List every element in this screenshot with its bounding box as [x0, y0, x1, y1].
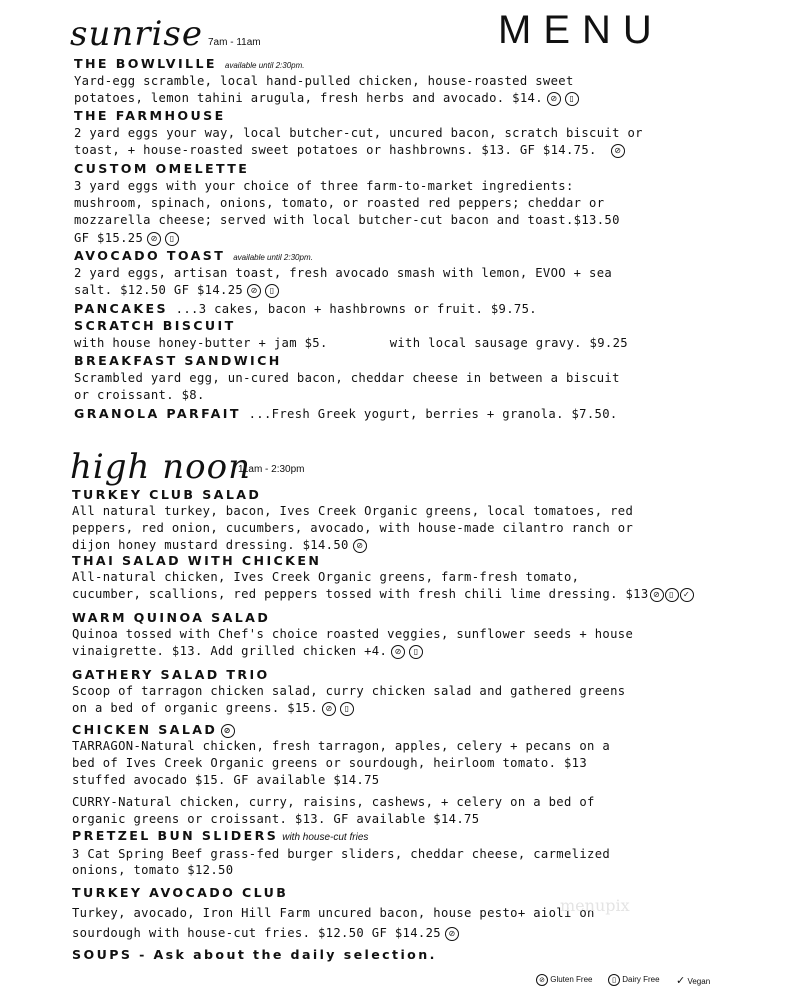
item-avocado-club-desc: sourdough with house-cut fries. $12.50 GF $14.25 ⊘: [72, 925, 459, 942]
item-chicken-salad-name: CHICKEN SALAD ⊘: [72, 721, 235, 738]
dairy-free-icon: ▯: [340, 702, 354, 716]
item-bowlville-desc: potatoes, lemon tahini arugula, fresh herbs and avocado. $14. ⊘ ▯: [74, 90, 579, 107]
item-turkey-club-desc: All natural turkey, bacon, Ives Creek Organic greens, local tomatoes, red: [72, 504, 634, 518]
item-sliders-name: PRETZEL BUN SLIDERS with house-cut fries: [72, 828, 369, 843]
item-farmhouse-name: THE FARMHOUSE: [74, 108, 226, 123]
menu-title: MENU: [498, 8, 664, 52]
item-thai-desc: cucumber, scallions, red peppers tossed with fresh chili lime dressing. $13 ⊘ ▯ ✓: [72, 586, 694, 603]
gluten-free-icon: ⊘: [611, 144, 625, 158]
legend-vegan: ✓ Vegan: [676, 975, 711, 987]
item-bowlville-name: [74, 55, 305, 74]
availability-note: available until 2:30pm.: [224, 61, 305, 70]
item-name: THE BOWLVILLE: [74, 56, 217, 71]
gluten-free-icon: ⊘: [353, 539, 367, 553]
item-sandwich-desc: or croissant. $8.: [74, 388, 205, 402]
availability-note: available until 2:30pm.: [233, 253, 313, 262]
item-trio-desc: on a bed of organic greens. $15. ⊘ ▯: [72, 700, 354, 717]
item-omelette-desc: mozzarella cheese; served with local butcher-cut bacon and toast.$13.50: [74, 213, 620, 227]
item-sliders-desc: onions, tomato $12.50: [72, 863, 234, 877]
item-desc: ...Fresh Greek yogurt, berries + granola. $7.50.: [248, 407, 618, 421]
item-desc: ...3 cakes, bacon + hashbrowns or fruit. $9.75.: [175, 302, 537, 316]
section-sunrise-title: sunrise: [70, 14, 203, 54]
item-chicken-salad-desc: bed of Ives Creek Organic greens or sourdough, heirloom tomato. $13: [72, 756, 588, 770]
item-turkey-club-name: TURKEY CLUB SALAD: [72, 487, 262, 502]
item-biscuit-name: SCRATCH BISCUIT: [74, 318, 236, 333]
item-pancakes: [74, 300, 537, 318]
item-chicken-salad-desc: organic greens or croissant. $13. GF available $14.75: [72, 812, 480, 826]
item-avocado-toast-desc: salt. $12.50 GF $14.25 ⊘ ▯: [74, 282, 279, 299]
item-quinoa-desc: vinaigrette. $13. Add grilled chicken +4. ⊘ ▯: [72, 643, 423, 660]
item-chicken-salad-desc: stuffed avocado $15. GF available $14.75: [72, 773, 380, 787]
item-soups: SOUPS - Ask about the daily selection.: [72, 947, 437, 962]
leaf-icon: ✓: [676, 975, 686, 987]
item-omelette-name: CUSTOM OMELETTE: [74, 161, 250, 176]
section-noon-title: high noon: [70, 447, 251, 487]
item-omelette-desc: GF $15.25 ⊘ ▯: [74, 230, 179, 247]
item-omelette-desc: mushroom, spinach, onions, tomato, or roasted red peppers; cheddar or: [74, 196, 605, 210]
dairy-free-icon: ▯: [165, 232, 179, 246]
item-quinoa-desc: Quinoa tossed with Chef's choice roasted veggies, sunflower seeds + house: [72, 627, 634, 641]
gluten-free-icon: ⊘: [221, 724, 235, 738]
item-biscuit-desc: with house honey-butter + jam $5. with local sausage gravy. $9.25: [74, 336, 628, 350]
item-turkey-club-desc: peppers, red onion, cucumbers, avocado, with house-made cilantro ranch or: [72, 521, 634, 535]
item-sandwich-desc: Scrambled yard egg, un-cured bacon, cheddar cheese in between a biscuit: [74, 371, 620, 385]
item-thai-name: THAI SALAD WITH CHICKEN: [72, 553, 322, 568]
dairy-free-icon: ▯: [565, 92, 579, 106]
section-noon-hours: 11am - 2:30pm: [238, 464, 305, 475]
item-parfait: [74, 405, 618, 423]
item-farmhouse-desc: 2 yard eggs your way, local butcher-cut, uncured bacon, scratch biscuit or: [74, 126, 643, 140]
item-turkey-club-desc: dijon honey mustard dressing. $14.50 ⊘: [72, 537, 367, 554]
dairy-free-icon: ▯: [265, 284, 279, 298]
gluten-free-icon: ⊘: [322, 702, 336, 716]
dairy-free-icon: ▯: [608, 974, 620, 986]
gluten-free-icon: ⊘: [445, 927, 459, 941]
item-chicken-salad-desc: CURRY-Natural chicken, curry, raisins, cashews, + celery on a bed of: [72, 795, 595, 809]
item-sliders-desc: 3 Cat Spring Beef grass-fed burger sliders, cheddar cheese, carmelized: [72, 847, 611, 861]
legend-gluten-free: ⊘ Gluten Free: [536, 974, 592, 986]
item-quinoa-name: WARM QUINOA SALAD: [72, 610, 271, 625]
item-bowlville-desc: Yard-egg scramble, local hand-pulled chicken, house-roasted sweet: [74, 74, 574, 88]
gluten-free-icon: ⊘: [391, 645, 405, 659]
item-thai-desc: All-natural chicken, Ives Creek Organic greens, farm-fresh tomato,: [72, 570, 580, 584]
item-chicken-salad-desc: TARRAGON-Natural chicken, fresh tarragon, apples, celery + pecans on a: [72, 739, 611, 753]
vegan-icon: ✓: [680, 588, 694, 602]
item-avocado-club-desc: Turkey, avocado, Iron Hill Farm uncured bacon, house pesto+ aioli on: [72, 906, 595, 920]
item-avocado-toast-name: AVOCADO TOAST available until 2:30pm.: [74, 248, 313, 263]
gluten-free-icon: ⊘: [247, 284, 261, 298]
section-sunrise-hours: 7am - 11am: [208, 37, 261, 48]
item-avocado-club-name: TURKEY AVOCADO CLUB: [72, 885, 289, 900]
dairy-free-icon: ▯: [409, 645, 423, 659]
item-trio-desc: Scoop of tarragon chicken salad, curry chicken salad and gathered greens: [72, 684, 626, 698]
gluten-free-icon: ⊘: [547, 92, 561, 106]
item-omelette-desc: 3 yard eggs with your choice of three farm-to-market ingredients:: [74, 179, 574, 193]
dairy-free-icon: ▯: [665, 588, 679, 602]
item-name: PANCAKES: [74, 301, 168, 316]
legend-dairy-free: ▯ Dairy Free: [608, 974, 660, 986]
item-name: GRANOLA PARFAIT: [74, 406, 241, 421]
item-avocado-toast-desc: 2 yard eggs, artisan toast, fresh avocado smash with lemon, EVOO + sea: [74, 266, 613, 280]
item-sandwich-name: BREAKFAST SANDWICH: [74, 353, 282, 368]
gluten-free-icon: ⊘: [536, 974, 548, 986]
item-farmhouse-desc: toast, + house-roasted sweet potatoes or hashbrowns. $13. GF $14.75. ⊘: [74, 142, 625, 159]
sliders-note: with house-cut fries: [282, 832, 369, 843]
gluten-free-icon: ⊘: [650, 588, 664, 602]
watermark: menupix: [560, 896, 630, 915]
gluten-free-icon: ⊘: [147, 232, 161, 246]
item-trio-name: GATHERY SALAD TRIO: [72, 667, 270, 682]
